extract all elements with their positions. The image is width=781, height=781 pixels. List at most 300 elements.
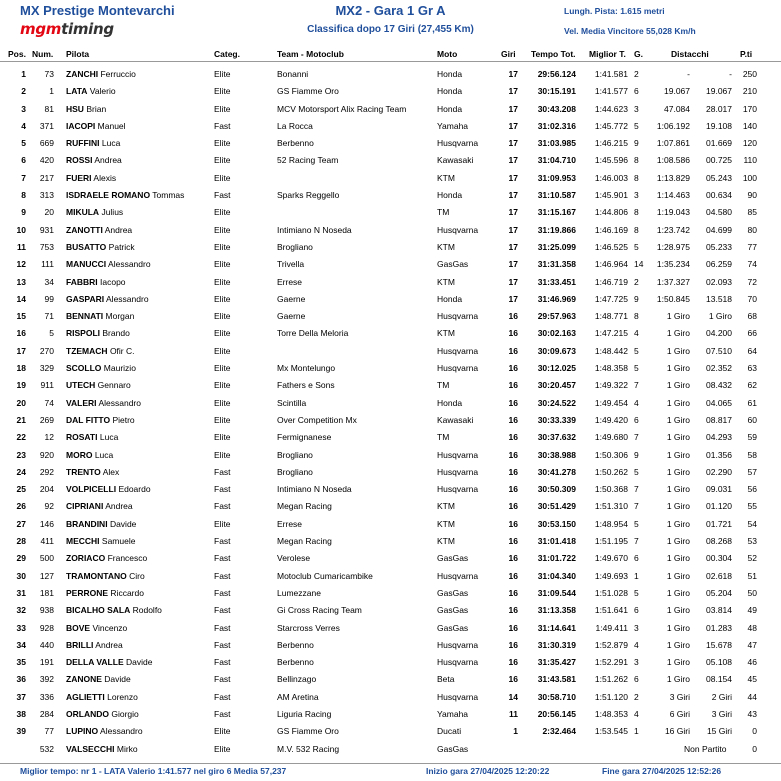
points-cell: 80: [747, 224, 757, 235]
points-cell: 44: [747, 691, 757, 702]
table-row: [0, 620, 781, 637]
best-lap-cell: 1:46.964: [594, 259, 628, 270]
best-lap-number-cell: 8: [634, 224, 639, 235]
number-cell: 81: [44, 103, 54, 114]
gap-leader-cell: 1 Giro: [666, 674, 690, 685]
table-row: [0, 135, 781, 152]
table-row: [0, 550, 781, 567]
col-punti: P.ti: [740, 49, 753, 59]
team-cell: Errese: [277, 276, 303, 287]
position-cell: 25: [16, 484, 26, 495]
total-time-cell: 30:41.278: [537, 466, 576, 477]
team-cell: Trivella: [277, 259, 305, 270]
best-lap-number-cell: 5: [634, 363, 639, 374]
gap-leader-cell: 1:07.861: [656, 138, 690, 149]
bike-cell: Kawasaki: [437, 155, 474, 166]
category-cell: Elite: [214, 328, 231, 339]
table-row: [0, 152, 781, 169]
table-row: [0, 481, 781, 498]
rider-cell: VALSECCHI Mirko: [66, 743, 138, 754]
table-row: [0, 83, 781, 100]
laps-cell: 16: [508, 622, 518, 633]
best-lap-cell: 1:45.901: [594, 190, 628, 201]
points-cell: 100: [742, 172, 757, 183]
position-cell: 23: [16, 449, 26, 460]
points-cell: 63: [747, 363, 757, 374]
category-cell: Fast: [214, 605, 231, 616]
position-cell: 36: [16, 674, 26, 685]
position-cell: 12: [16, 259, 26, 270]
laps-cell: 17: [508, 224, 518, 235]
laps-cell: 16: [508, 501, 518, 512]
total-time-cell: 30:53.150: [537, 518, 576, 529]
laps-cell: 16: [508, 674, 518, 685]
position-cell: 2: [21, 86, 26, 97]
number-cell: 329: [39, 363, 54, 374]
gap-leader-cell: 16 Giri: [664, 726, 690, 737]
best-lap-number-cell: 9: [634, 449, 639, 460]
position-cell: 15: [16, 311, 26, 322]
best-lap-cell: 1:51.262: [594, 674, 628, 685]
best-lap-number-cell: 5: [634, 587, 639, 598]
gap-previous-cell: 05.204: [706, 587, 732, 598]
team-cell: 52 Racing Team: [277, 155, 339, 166]
best-lap-number-cell: 3: [634, 657, 639, 668]
number-cell: 99: [44, 293, 54, 304]
laps-cell: 11: [509, 708, 518, 719]
rider-cell: MIKULA Julius: [66, 207, 124, 218]
total-time-cell: 31:43.581: [537, 674, 576, 685]
best-lap-number-cell: 4: [634, 328, 639, 339]
position-cell: 19: [16, 380, 26, 391]
category-cell: Elite: [214, 103, 231, 114]
rider-cell: VOLPICELLI Edoardo: [66, 484, 151, 495]
best-lap-number-cell: 6: [634, 553, 639, 564]
best-lap-cell: 1:49.454: [594, 397, 628, 408]
total-time-cell: 30:50.309: [537, 484, 576, 495]
gap-previous-cell: 19.067: [706, 86, 732, 97]
table-row: [0, 291, 781, 308]
total-time-cell: 30:38.988: [537, 449, 576, 460]
position-cell: 28: [16, 536, 26, 547]
category-cell: Elite: [214, 345, 231, 356]
gap-leader-cell: 1 Giro: [666, 536, 690, 547]
team-cell: Berbenno: [277, 138, 314, 149]
category-cell: Elite: [214, 449, 231, 460]
points-cell: 53: [747, 536, 757, 547]
laps-cell: 16: [508, 363, 518, 374]
number-cell: 74: [44, 397, 54, 408]
bike-cell: KTM: [437, 276, 455, 287]
position-cell: 14: [16, 293, 26, 304]
points-cell: 46: [747, 657, 757, 668]
laps-cell: 16: [508, 484, 518, 495]
category-cell: Elite: [214, 432, 231, 443]
position-cell: 13: [16, 276, 26, 287]
best-lap-number-cell: 6: [634, 86, 639, 97]
number-cell: 270: [39, 345, 54, 356]
winner-speed: Vel. Media Vincitore 55,028 Km/h: [564, 26, 696, 36]
points-cell: 57: [747, 466, 757, 477]
points-cell: 48: [747, 622, 757, 633]
position-cell: 7: [21, 172, 26, 183]
gap-leader-cell: 1:50.845: [656, 293, 690, 304]
points-cell: 90: [747, 190, 757, 201]
total-time-cell: 31:33.451: [537, 276, 576, 287]
best-lap-cell: 1:48.442: [594, 345, 628, 356]
gap-previous-cell: 01.356: [706, 449, 732, 460]
rider-cell: IACOPI Manuel: [66, 120, 126, 131]
laps-cell: 16: [508, 570, 518, 581]
category-cell: Elite: [214, 276, 231, 287]
bike-cell: Husqvarna: [437, 138, 479, 149]
best-lap-cell: 1:49.680: [594, 432, 628, 443]
number-cell: 204: [39, 484, 54, 495]
best-lap-number-cell: 3: [634, 622, 639, 633]
category-cell: Elite: [214, 743, 231, 754]
best-lap-cell: 1:51.641: [594, 605, 628, 616]
total-time-cell: 30:20.457: [537, 380, 576, 391]
col-pilota: Pilota: [66, 49, 90, 59]
table-row: [0, 343, 781, 360]
best-lap-cell: 1:48.353: [594, 708, 628, 719]
table-row: [0, 464, 781, 481]
gap-previous-cell: 03.814: [706, 605, 732, 616]
best-lap-number-cell: 6: [634, 674, 639, 685]
best-lap-cell: 1:49.322: [594, 380, 628, 391]
best-lap-cell: 1:48.771: [594, 311, 628, 322]
best-lap-cell: 1:48.954: [594, 518, 628, 529]
race-start: Inizio gara 27/04/2025 12:20:22: [426, 766, 550, 776]
points-cell: 70: [747, 293, 757, 304]
team-cell: Torre Della Meloria: [277, 328, 349, 339]
team-cell: Gi Cross Racing Team: [277, 605, 362, 616]
laps-cell: 16: [508, 397, 518, 408]
bike-cell: Husqvarna: [437, 657, 479, 668]
category-cell: Elite: [214, 518, 231, 529]
laps-cell: 17: [508, 259, 518, 270]
rider-cell: FUERI Alexis: [66, 172, 117, 183]
number-cell: 34: [44, 276, 54, 287]
category-cell: Elite: [214, 311, 231, 322]
category-cell: Elite: [214, 138, 231, 149]
gap-leader-cell: 6 Giri: [669, 708, 690, 719]
gap-previous-cell: 28.017: [706, 103, 732, 114]
gap-leader-cell: 1 Giro: [666, 622, 690, 633]
number-cell: 928: [39, 622, 54, 633]
rider-cell: BICALHO SALA Rodolfo: [66, 605, 162, 616]
total-time-cell: 31:13.358: [537, 605, 576, 616]
bike-cell: GasGas: [437, 259, 469, 270]
table-row: [0, 429, 781, 446]
number-cell: 392: [39, 674, 54, 685]
gap-leader-cell: 1 Giro: [666, 345, 690, 356]
category-cell: Fast: [214, 484, 231, 495]
category-cell: Elite: [214, 363, 231, 374]
position-cell: 16: [16, 328, 26, 339]
team-cell: Fermignanese: [277, 432, 332, 443]
total-time-cell: 30:51.429: [537, 501, 576, 512]
col-miglior: Miglior T.: [589, 49, 626, 59]
laps-cell: 17: [508, 86, 518, 97]
rider-cell: HSU Brian: [66, 103, 107, 114]
table-row: [0, 516, 781, 533]
gap-previous-cell: 04.065: [706, 397, 732, 408]
number-cell: 1: [49, 86, 54, 97]
number-cell: 73: [44, 69, 54, 79]
points-cell: 210: [742, 86, 757, 97]
bike-cell: Yamaha: [437, 120, 469, 131]
position-cell: 35: [16, 657, 26, 668]
team-cell: MCV Motorsport Alix Racing Team: [277, 103, 407, 114]
rider-cell: ZANCHI Ferruccio: [66, 69, 136, 79]
col-tempo: Tempo Tot.: [531, 49, 576, 59]
total-time-cell: 31:04.710: [537, 155, 576, 166]
points-cell: 110: [743, 155, 757, 166]
total-time-cell: 31:09.953: [537, 172, 576, 183]
best-lap-cell: 1:46.169: [594, 224, 628, 235]
rider-cell: DAL FITTO Pietro: [66, 414, 135, 425]
gap-leader-cell: 19.067: [664, 86, 690, 97]
laps-cell: 17: [508, 120, 518, 131]
race-title: MX2 - Gara 1 Gr A: [335, 3, 446, 18]
gap-previous-cell: 08.817: [706, 414, 732, 425]
position-cell: 33: [16, 622, 26, 633]
team-cell: Brogliano: [277, 241, 313, 252]
gap-leader-cell: 1:13.829: [656, 172, 690, 183]
total-time-cell: 31:04.340: [537, 570, 576, 581]
points-cell: 77: [747, 241, 757, 252]
category-cell: Elite: [214, 172, 231, 183]
bike-cell: TM: [437, 207, 450, 218]
table-row: [0, 723, 781, 740]
col-pos: Pos.: [8, 49, 26, 59]
points-cell: 64: [747, 345, 757, 356]
best-lap-number-cell: 7: [634, 432, 639, 443]
table-row: [0, 256, 781, 273]
event-title: MX Prestige Montevarchi: [20, 3, 175, 18]
category-cell: Fast: [214, 190, 231, 201]
bike-cell: Honda: [437, 293, 463, 304]
bike-cell: Honda: [437, 103, 463, 114]
rider-cell: AGLIETTI Lorenzo: [66, 691, 138, 702]
table-row: [0, 602, 781, 619]
table-row: [0, 325, 781, 342]
best-lap-cell: 1:47.215: [594, 328, 628, 339]
number-cell: 284: [39, 708, 54, 719]
col-giri: Giri: [501, 49, 516, 59]
table-row: [0, 101, 781, 118]
gap-previous-cell: 00.725: [706, 155, 732, 166]
best-lap-number-cell: 7: [634, 536, 639, 547]
header-right: [564, 6, 696, 36]
team-cell: Verolese: [277, 553, 311, 564]
category-cell: Fast: [214, 570, 231, 581]
best-lap-number-cell: 4: [634, 397, 639, 408]
best-lap-number-cell: 3: [634, 103, 639, 114]
number-cell: 931: [39, 224, 54, 235]
category-cell: Elite: [214, 241, 231, 252]
team-cell: Fathers e Sons: [277, 380, 335, 391]
category-cell: Elite: [214, 414, 231, 425]
best-lap-cell: 1:48.358: [594, 363, 628, 374]
bike-cell: Husqvarna: [437, 311, 479, 322]
rider-cell: BRILLI Andrea: [66, 639, 123, 650]
rider-cell: ZORIACO Francesco: [66, 553, 148, 564]
best-lap-number-cell: 4: [634, 708, 639, 719]
mgmtiming-logo: mgmtiming: [20, 20, 114, 38]
number-cell: 440: [39, 639, 54, 650]
total-time-cell: 31:03.985: [537, 138, 576, 149]
best-lap-cell: 1:46.719: [594, 276, 628, 287]
table-row: [0, 187, 781, 204]
col-categ: Categ.: [214, 49, 240, 59]
category-cell: Elite: [214, 224, 231, 235]
points-cell: 74: [747, 259, 757, 270]
col-moto: Moto: [437, 49, 458, 59]
rider-cell: MANUCCI Alessandro: [66, 259, 151, 270]
bike-cell: Husqvarna: [437, 639, 479, 650]
best-lap-cell: 1:50.262: [594, 466, 628, 477]
gap-leader-cell: 1:08.586: [656, 155, 690, 166]
best-lap-cell: 1:51.120: [594, 691, 628, 702]
race-end: Fine gara 27/04/2025 12:52:26: [602, 766, 722, 776]
best-lap-cell: 1:46.525: [594, 241, 628, 252]
gap-leader-cell: 1 Giro: [666, 484, 690, 495]
table-row-non-starter: [0, 741, 781, 758]
gap-leader-cell: 1 Giro: [666, 570, 690, 581]
total-time-cell: 30:15.191: [537, 86, 576, 97]
total-time-cell: 30:33.339: [537, 414, 576, 425]
total-time-cell: 30:37.632: [537, 432, 576, 443]
position-cell: 3: [21, 103, 26, 114]
best-lap-cell: 1:41.577: [594, 86, 628, 97]
position-cell: 11: [17, 241, 26, 252]
bike-cell: GasGas: [437, 587, 469, 598]
number-cell: 313: [39, 190, 54, 201]
points-cell: 43: [747, 708, 757, 719]
position-cell: 30: [16, 570, 26, 581]
total-time-cell: 31:09.544: [537, 587, 576, 598]
gap-previous-cell: 07.510: [706, 345, 732, 356]
points-cell: 170: [742, 103, 757, 114]
laps-cell: 16: [508, 605, 518, 616]
gap-leader-cell: 1:23.742: [656, 224, 690, 235]
team-cell: M.V. 532 Racing: [277, 743, 340, 754]
best-lap-number-cell: 2: [634, 276, 639, 287]
best-lap-cell: 1:49.693: [594, 570, 628, 581]
position-cell: 17: [16, 345, 26, 356]
gap-leader-cell: 1 Giro: [666, 449, 690, 460]
number-cell: 181: [39, 587, 54, 598]
position-cell: 31: [16, 587, 26, 598]
gap-previous-cell: 02.093: [706, 276, 732, 287]
best-lap-number-cell: 5: [634, 241, 639, 252]
rider-cell: VALERI Alessandro: [66, 397, 141, 408]
laps-cell: 16: [508, 328, 518, 339]
best-lap-cell: 1:50.368: [594, 484, 628, 495]
gap-previous-cell: 15 Giri: [706, 726, 732, 737]
best-lap-number-cell: 14: [634, 259, 644, 270]
position-cell: 39: [16, 726, 26, 737]
team-cell: Bonanni: [277, 69, 309, 79]
best-lap-number-cell: 5: [634, 120, 639, 131]
team-cell: Berbenno: [277, 639, 314, 650]
table-row: [0, 170, 781, 187]
number-cell: 12: [44, 432, 54, 443]
laps-cell: 16: [508, 518, 518, 529]
table-row: [0, 447, 781, 464]
team-cell: Brogliano: [277, 449, 313, 460]
rider-cell: ROSATI Luca: [66, 432, 119, 443]
best-lap-cell: 1:45.596: [594, 155, 628, 166]
gap-leader-cell: 3 Giri: [669, 691, 690, 702]
rider-cell: MECCHI Samuele: [66, 536, 136, 547]
points-cell: 140: [742, 120, 757, 131]
bike-cell: Husqvarna: [437, 691, 479, 702]
bike-cell: Husqvarna: [437, 345, 479, 356]
points-cell: 0: [752, 743, 757, 754]
laps-cell: 16: [508, 345, 518, 356]
category-cell: Fast: [214, 120, 231, 131]
team-cell: Liguria Racing: [277, 708, 332, 719]
laps-cell: 16: [508, 466, 518, 477]
points-cell: 50: [747, 587, 757, 598]
points-cell: 66: [747, 328, 757, 339]
best-lap-number-cell: 8: [634, 207, 639, 218]
number-cell: 269: [39, 414, 54, 425]
points-cell: 45: [747, 674, 757, 685]
laps-cell: 16: [508, 657, 518, 668]
col-distacchi: Distacchi: [671, 49, 709, 59]
position-cell: 8: [21, 190, 26, 201]
bike-cell: Husqvarna: [437, 224, 479, 235]
best-lap-cell: 1:44.623: [594, 103, 628, 114]
bike-cell: TM: [437, 380, 450, 391]
laps-cell: 1: [513, 726, 518, 737]
rider-cell: MORO Luca: [66, 449, 114, 460]
total-time-cell: 31:19.866: [537, 224, 576, 235]
points-cell: 59: [747, 432, 757, 443]
laps-cell: 16: [508, 380, 518, 391]
team-cell: Megan Racing: [277, 501, 332, 512]
laps-cell: 16: [508, 449, 518, 460]
rider-cell: BOVE Vincenzo: [66, 622, 128, 633]
number-cell: 292: [39, 466, 54, 477]
gap-leader-cell: 1:19.043: [656, 207, 690, 218]
gap-previous-cell: 04.293: [706, 432, 732, 443]
best-lap-number-cell: 7: [634, 484, 639, 495]
total-time-cell: 29:57.963: [537, 311, 576, 322]
rider-cell: DELLA VALLE Davide: [66, 657, 153, 668]
category-cell: Fast: [214, 691, 231, 702]
position-cell: 18: [16, 363, 26, 374]
total-time-cell: 30:58.710: [537, 691, 576, 702]
classification-subtitle: Classifica dopo 17 Giri (27,455 Km): [307, 24, 474, 35]
points-cell: 72: [747, 276, 757, 287]
table-row: [0, 66, 781, 83]
best-lap-number-cell: 8: [634, 311, 639, 322]
total-time-cell: 30:09.673: [537, 345, 576, 356]
rider-cell: UTECH Gennaro: [66, 380, 131, 391]
gap-leader-cell: 1 Giro: [666, 553, 690, 564]
points-cell: 55: [747, 501, 757, 512]
team-cell: Over Competition Mx: [277, 414, 357, 425]
gap-leader-cell: 1 Giro: [666, 466, 690, 477]
position-cell: 24: [16, 466, 26, 477]
laps-cell: 17: [508, 103, 518, 114]
bike-cell: Husqvarna: [437, 570, 479, 581]
